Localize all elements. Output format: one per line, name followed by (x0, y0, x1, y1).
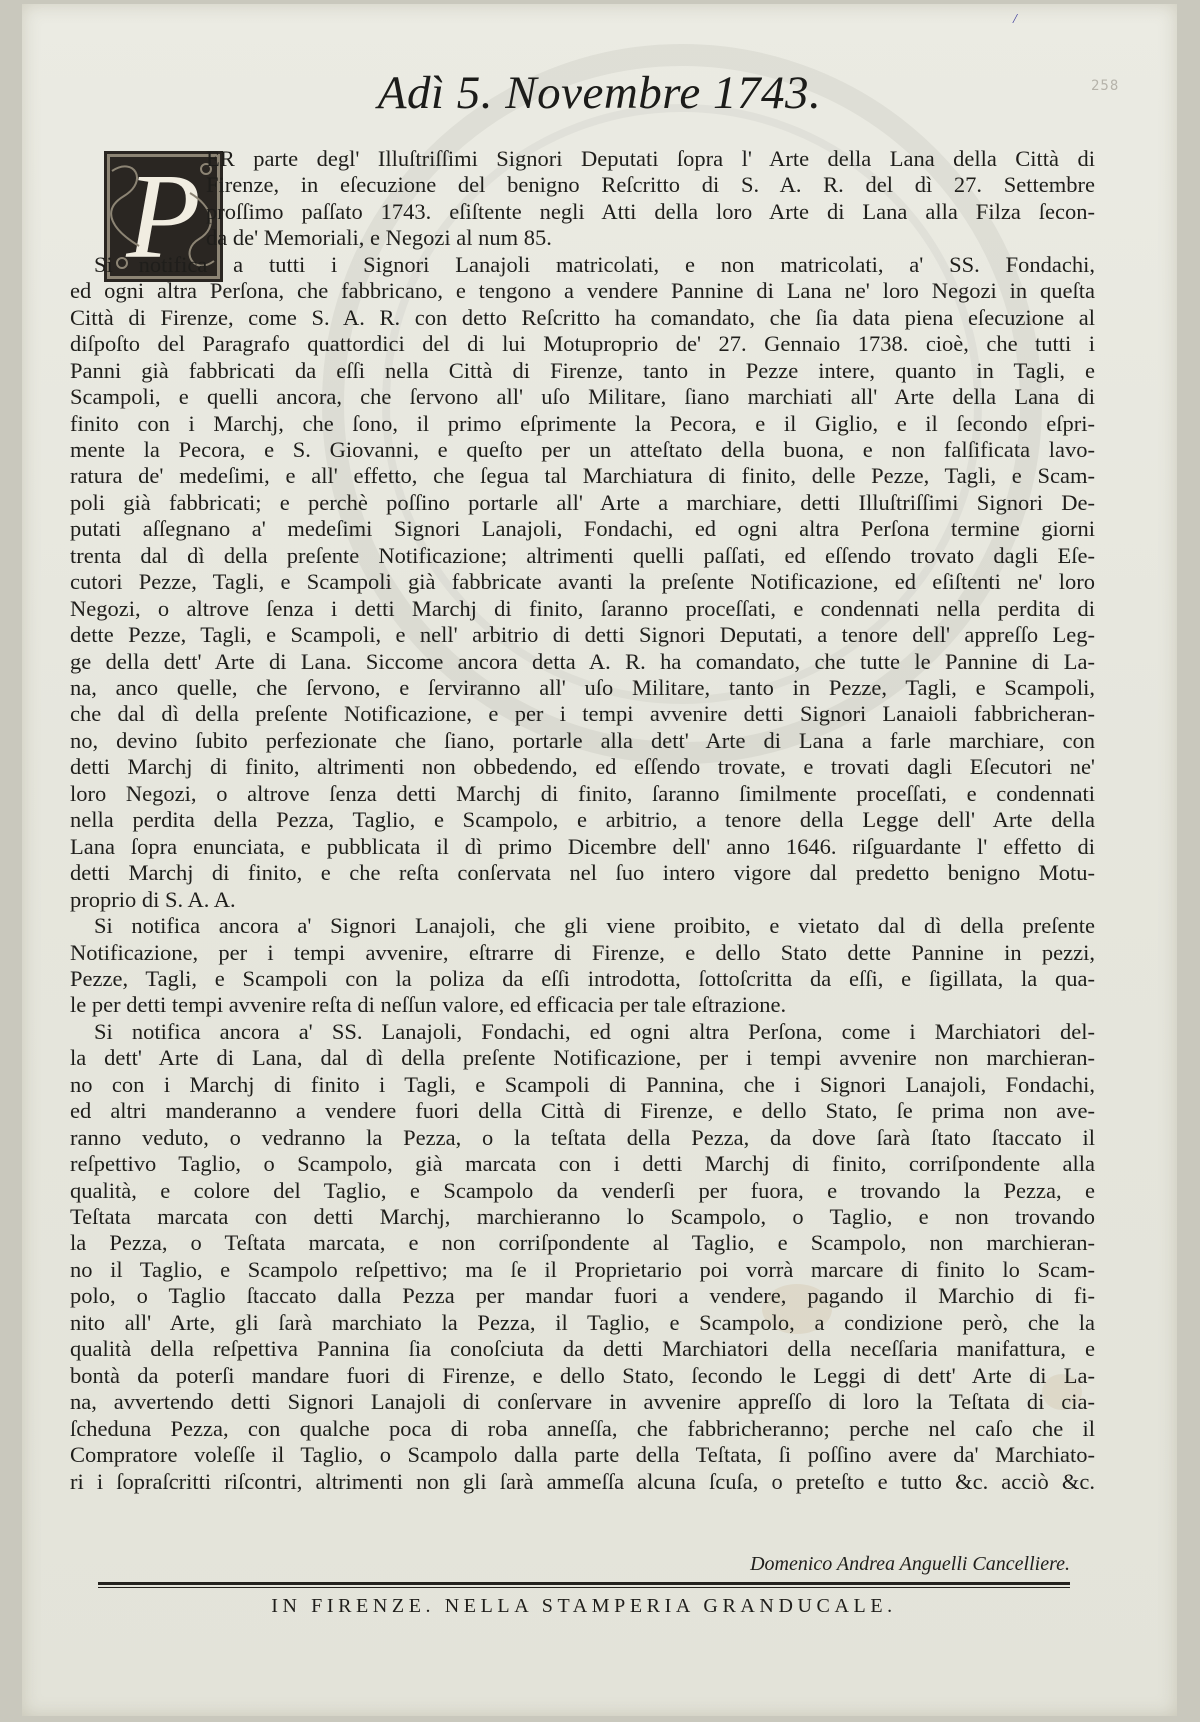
text-line: ri i ſopraſcritti riſcontri, altrimenti non gli ſarà ammeſſa alcuna ſcuſa, o preteſto e tutto &c. acciò &c. (70, 1468, 1095, 1494)
printer-imprint: IN FIRENZE. NELLA STAMPERIA GRANDUCALE. (271, 1595, 897, 1617)
text-line: qualità, e colore del Taglio, e Scampolo da venderſi per fuora, e trovando la Pezza, e (70, 1177, 1095, 1203)
corner-pen-mark: / (1013, 12, 1017, 27)
text-line: proſſimo paſſato 1743. eſiſtente negli Atti della loro Arte di Lana alla Filza ſecon- (206, 198, 1095, 224)
text-line: proprio di S. A. A. (70, 886, 236, 912)
text-line: Scampoli, e quelli ancora, che ſervono all' uſo Militare, ſiano marchiati all' Arte della Lana di (70, 384, 1095, 410)
text-line: ſcheduna Pezza, con qualche poca di roba anneſſa, che fabbricheranno; perche nel caſo che il (70, 1415, 1095, 1441)
text-line: ed ogni altra Perſona, che fabbricano, e tengono a vendere Pannine di Lana ne' loro Negozi in queſta (70, 278, 1095, 304)
text-line: ge della dett' Arte di Lana. Siccome ancora detta A. R. ha comandato, che tutte le Pannine di La- (70, 648, 1095, 674)
text-line: no il Taglio, e Scampolo reſpettivo; ma ſe il Proprietario poi vorrà marcare di finito lo Scam- (70, 1256, 1095, 1282)
text-line: la dett' Arte di Lana, dal dì della preſente Notificazione, per i tempi avvenire non marchieran- (70, 1045, 1095, 1071)
text-line: trenta dal dì della preſente Notificazione; altrimenti quelli paſſati, ed eſſendo trovato dagli Eſe- (70, 542, 1095, 568)
text-line: ratura de' medeſimi, e all' effetto, che ſegua tal Marchiatura di finito, delle Pezze, Tagli, e Scam- (70, 463, 1095, 489)
text-line: Si notifica ancora a' Signori Lanajoli, che gli viene proibito, e vietato dal dì della preſente (94, 913, 1095, 939)
text-line: Negozi, o altrove ſenza i detti Marchj di finito, ſaranno proceſſati, e condennati nella perdita di (70, 595, 1095, 621)
decorative-drop-cap: P (104, 151, 223, 282)
text-line: na, anco quelle, che ſervono, e ſerviranno all' uſo Militare, tanto in Pezze, Tagli, e Scampoli, (70, 675, 1095, 700)
footer-rule-thick (98, 1582, 1070, 1585)
printed-notice-sheet (22, 4, 1177, 1716)
page-number: 258 (1091, 78, 1120, 94)
text-line: la Pezza, o Teſtata marcata, e non corriſpondente al Taglio, e Scampolo, non marchieran- (70, 1230, 1095, 1256)
text-line: na, avvertendo detti Signori Lanajoli di conſervare in avvenire appreſſo di loro la Teſtata di cia- (70, 1389, 1095, 1415)
text-line: Si notifica a tutti i Signori Lanajoli matricolati, e non matricolati, a' SS. Fondachi, (94, 251, 1095, 277)
text-line: mente la Pecora, e S. Giovanni, e queſto per un atteſtato della buona, e non falſificata lavo- (70, 436, 1095, 462)
text-line: le per detti tempi avvenire reſta di neſſun valore, ed efficacia per tale eſtrazione. (70, 992, 787, 1018)
text-line: cutori Pezze, Tagli, e Scampoli già fabbricate avanti la preſente Notificazione, ed eſiſtenti ne' loro (70, 569, 1095, 595)
text-line: loro Negozi, o altrove ſenza detti Marchj di finito, ſaranno ſimilmente proceſſati, e condennati (70, 780, 1095, 806)
text-line: Firenze, in eſecuzione del benigno Reſcritto di S. A. R. del dì 27. Settembre (206, 172, 1095, 198)
document-title: Adì 5. Novembre 1743. (377, 67, 822, 119)
text-line: putati aſſegnano a' medeſimi Signori Lanajoli, Fondachi, ed ogni altra Perſona termine giorni (70, 516, 1095, 542)
text-line: che dal dì della preſente Notificazione, e per i tempi avvenire detti Signori Lanaioli fabbricheran- (70, 701, 1095, 727)
text-line: no con i Marchj di finito i Tagli, e Scampoli di Pannina, che i Signori Lanajoli, Fondachi, (70, 1071, 1095, 1097)
text-line: polo, o Taglio ſtaccato dalla Pezza per mandar fuori a vendere, pagando il Marchio di fi- (70, 1283, 1095, 1309)
text-line: finito con i Marchj, che ſono, il primo eſprimente la Pecora, e il Giglio, e il ſecondo eſpri- (70, 410, 1095, 436)
text-line: bontà da poterſi mandare fuori di Firenze, e dello Stato, ſecondo le Leggi di dett' Arte di La- (70, 1362, 1095, 1388)
text-line: ER parte degl' Illuſtriſſimi Signori Deputati ſopra l' Arte della Lana della Città di (206, 146, 1095, 171)
text-line: Città di Firenze, come S. A. R. con detto Reſcritto ha comandato, che ſia data piena eſecuzione al (70, 304, 1095, 330)
text-line: diſpoſto del Paragrafo quattordici del di lui Motuproprio de' 27. Gennaio 1738. cioè, che tutti i (70, 331, 1095, 357)
text-line: detti Marchj di finito, altrimenti non obbedendo, ed eſſendo trovate, e trovati dagli Eſecutori ne' (70, 754, 1095, 780)
text-line: nella perdita della Pezza, Taglio, e Scampolo, e arbitrio, a tenore della Legge dell' Arte della (70, 807, 1095, 833)
text-line: detti Marchj di finito, e che reſta conſervata nel ſuo intero vigore dal predetto benigno Motu- (70, 860, 1095, 886)
text-line: reſpettivo Taglio, o Scampolo, già marcata con i detti Marchj di finito, corriſpondente alla (70, 1151, 1095, 1177)
text-line: ranno veduto, o vedranno la Pezza, o la teſtata della Pezza, da dove ſarà ſtato ſtaccato il (70, 1124, 1095, 1150)
text-line: Notificazione, per i tempi avvenire, eſtrarre di Firenze, e dello Stato dette Pannine in pezzi, (70, 939, 1095, 965)
text-line: poli già fabbricati; e perchè poſſino portarle all' Arte a marchiare, detti Illuſtriſſimi Signori De- (70, 489, 1095, 515)
text-line: Panni già fabbricati da eſſi nella Città di Firenze, tanto in Pezze intere, quanto in Tagli, e (70, 357, 1095, 383)
text-line: da de' Memoriali, e Negozi al num 85. (206, 225, 552, 251)
text-line: Pezze, Tagli, e Scampoli con la poliza da eſſi introdotta, ſottoſcritta da eſſi, e ſigillata, la qua- (70, 965, 1095, 991)
footer-rule-thin (98, 1587, 1070, 1588)
text-line: Lana ſopra enunciata, e pubblicata il dì primo Dicembre dell' anno 1646. riſguardante l' effetto di (70, 833, 1095, 859)
text-line: dette Pezze, Tagli, e Scampoli, e nell' arbitrio di detti Signori Deputati, a tenore dell' appreſſo Leg- (70, 622, 1095, 648)
text-line: nito all' Arte, gli ſarà marchiato la Pezza, il Taglio, e Scampolo, a condizione però, che la (70, 1309, 1095, 1335)
text-line: ed altri manderanno a vendere fuori della Città di Firenze, e dello Stato, ſe prima non ave- (70, 1098, 1095, 1124)
text-line: no, devino ſubito perfezionate che ſiano, portarle alla dett' Arte di Lana a farle marchiare, con (70, 727, 1095, 753)
chancellor-signature: Domenico Andrea Anguelli Cancelliere. (750, 1553, 1070, 1575)
text-line: qualità della reſpettiva Pannina ſia conoſciuta da detti Marchiatori della neceſſaria manifattura, e (70, 1336, 1095, 1362)
text-line: Teſtata marcata con detti Marchj, marchieranno lo Scampolo, o Taglio, e non trovando (70, 1204, 1095, 1229)
text-line: Si notifica ancora a' SS. Lanajoli, Fondachi, ed ogni altra Perſona, come i Marchiatori del- (94, 1018, 1095, 1044)
text-line: Compratore voleſſe il Taglio, o Scampolo dalla parte della Teſtata, ſi poſſino avere da' Marchiato- (70, 1442, 1095, 1468)
